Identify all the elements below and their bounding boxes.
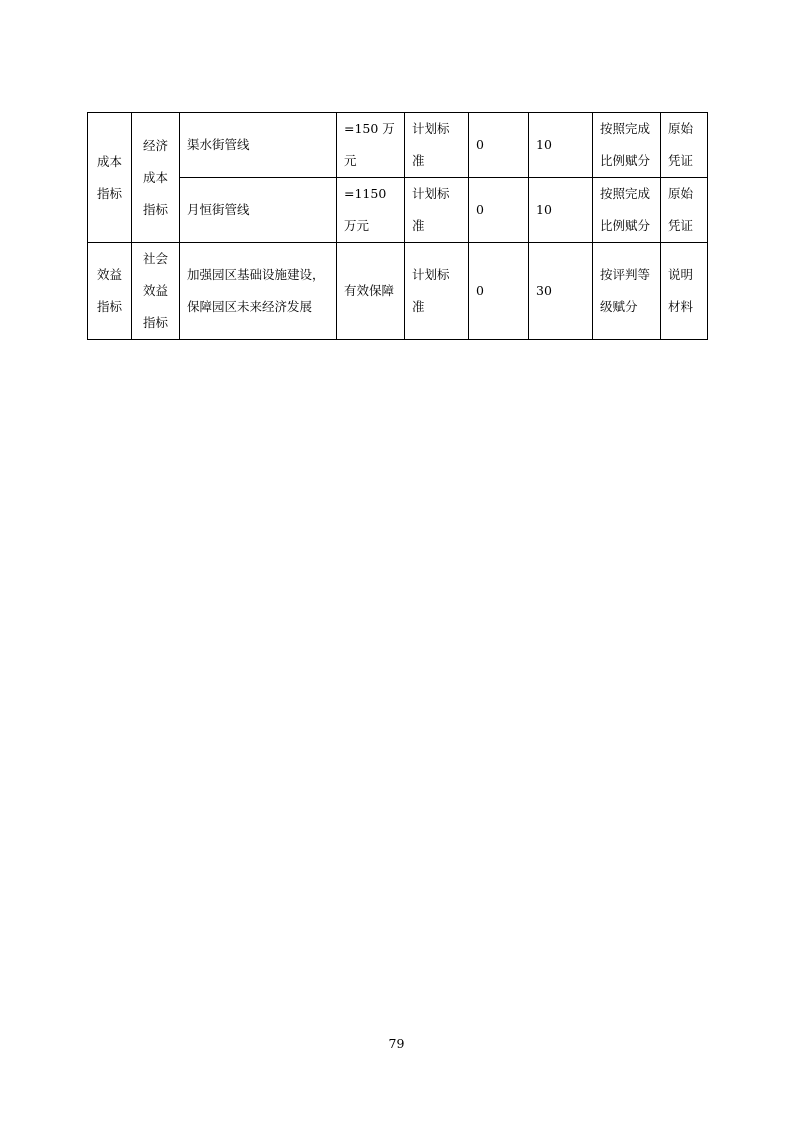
level1-indicator: 成本指标 [88, 113, 132, 243]
indicator-basis: 计划标准 [405, 113, 469, 178]
indicator-score: 10 [529, 178, 593, 243]
indicator-score: 10 [529, 113, 593, 178]
indicator-score: 30 [529, 243, 593, 340]
indicator-item: 加强园区基础设施建设，保障园区未来经济发展 [180, 243, 337, 340]
performance-indicator-table [87, 112, 707, 340]
indicator-value: =1150 万元 [337, 178, 405, 243]
evidence-source: 说明材料 [661, 243, 708, 340]
table-row [88, 243, 708, 340]
indicator-value: 有效保障 [337, 243, 405, 340]
indicator-item: 月恒街管线 [180, 178, 337, 243]
indicator-value: =150 万元 [337, 113, 405, 178]
level2-indicator: 社会效益指标 [132, 243, 180, 340]
evidence-source: 原始凭证 [661, 113, 708, 178]
scoring-method: 按评判等级赋分 [593, 243, 661, 340]
indicator-baseline: 0 [469, 113, 529, 178]
indicator-baseline: 0 [469, 243, 529, 340]
indicator-basis: 计划标准 [405, 178, 469, 243]
table-row [88, 178, 708, 243]
table-row [88, 113, 708, 178]
page-number: 79 [388, 1036, 405, 1051]
indicator-basis: 计划标准 [405, 243, 469, 340]
evidence-source: 原始凭证 [661, 178, 708, 243]
level2-indicator: 经济成本指标 [132, 113, 180, 243]
level1-indicator: 效益指标 [88, 243, 132, 340]
scoring-method: 按照完成比例赋分 [593, 178, 661, 243]
indicator-baseline: 0 [469, 178, 529, 243]
indicator-item: 渠水街管线 [180, 113, 337, 178]
scoring-method: 按照完成比例赋分 [593, 113, 661, 178]
